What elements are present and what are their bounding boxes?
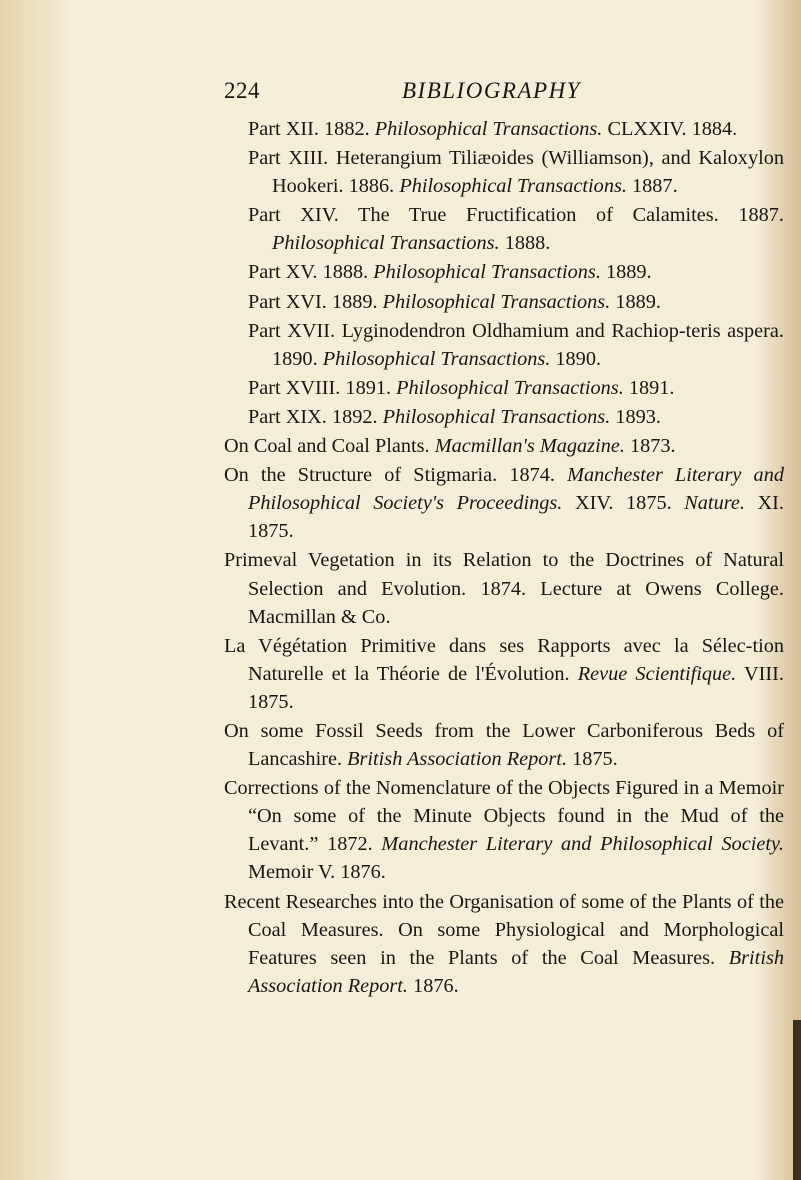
bibliography-entry: Part XVII. Lyginodendron Oldhamium and Rachiop-teris aspera. 1890. Philosophical Transactions. 1890. (248, 319, 784, 370)
page-header (224, 78, 801, 118)
bibliography-entry: On the Structure of Stigmaria. 1874. Manchester Literary and Philosophical Society's Proceedings. XIV. 1875. Nature. XI. 1875. (224, 464, 784, 543)
bibliography-entry: Corrections of the Nomenclature of the Objects Figured in a Memoir “On some of the Minute Objects found in the Mud of the Levant.” 1872. Manchester Literary and Philosophical Society. Memoir V. 1876. (224, 777, 784, 884)
bibliography-entry: Part XVI. 1889. Philosophical Transactions. 1889. (248, 290, 661, 313)
bibliography-entry: Part XII. 1882. Philosophical Transactions. CLXXIV. 1884. (248, 118, 738, 140)
running-title: BIBLIOGRAPHY (402, 78, 581, 103)
bibliography-entry: Part XIII. Heterangium Tiliæoides (Williamson), and Kaloxylon Hookeri. 1886. Philosophical Transactions. 1887. (248, 147, 784, 198)
bibliography-entry: Part XIX. 1892. Philosophical Transactions. 1893. (248, 405, 661, 428)
page-edge-shadow (793, 1020, 801, 1180)
bibliography-list (224, 115, 784, 1001)
bibliography-entry: Part XIV. The True Fructification of Calamites. 1887. Philosophical Transactions. 1888. (248, 204, 784, 255)
bibliography-entry: La Végétation Primitive dans ses Rapports avec la Sélec-tion Naturelle et la Théorie de l'Évolution. Revue Scientifique. VIII. 1875. (224, 634, 785, 713)
bibliography-entry: On some Fossil Seeds from the Lower Carboniferous Beds of Lancashire. British Association Report. 1875. (224, 719, 784, 771)
bibliography-entry: Primeval Vegetation in its Relation to the Doctrines of Natural Selection and Evolution. 1874. Lecture at Owens College. Macmillan & Co. (224, 549, 784, 628)
bibliography-entry: Part XVIII. 1891. Philosophical Transactions. 1891. (248, 376, 675, 399)
bibliography-entry: Part XV. 1888. Philosophical Transactions. 1889. (248, 261, 652, 284)
page-number: 224 (224, 78, 260, 103)
bibliography-entry: Recent Researches into the Organisation of some of the Plants of the Coal Measures. On some Physiological and Morphological Features seen in the Plants of the Coal Measures. British Association Report. 1876. (224, 890, 784, 997)
bibliography-entry: On Coal and Coal Plants. Macmillan's Magazine. 1873. (224, 435, 676, 458)
